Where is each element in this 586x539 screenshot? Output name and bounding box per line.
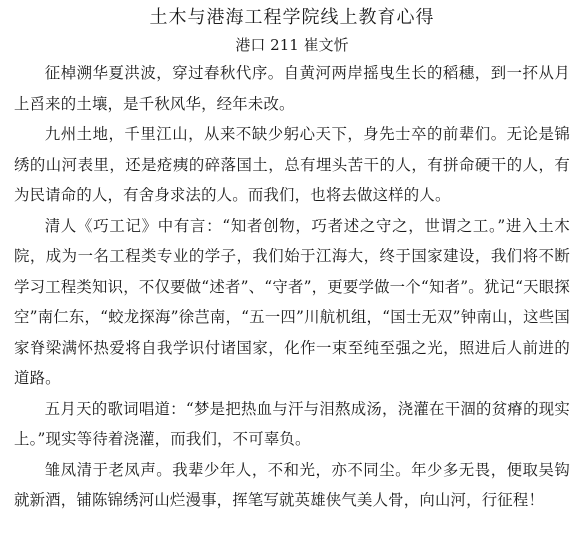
paragraph-4: 五月天的歌词唱道：“梦是把热血与汗与泪熬成汤，浇灌在干涸的贫瘠的现实上。”现实等待着浇灌，而我们，不可辜负。	[14, 399, 570, 448]
paragraph-3: 清人《巧工记》中有言：“知者创物，巧者述之守之，世谓之工。”进入土木院，成为一名工程类专业的学子，我们始于江海大，终于国家建设，我们将不断学习工程类知识，不仅要做“述者”、“守者”，更要学做一个“知者”。犹记“天眼探空”南仁东，“蛟龙探海”徐芑南，“五一四”川航机组，“国士无双”钟南山，这些国家脊梁满怀热爱将自我学识付诸国家，化作一束至纯至强之光，照进后人前进的道路。	[14, 216, 570, 387]
document-title: 土木与港海工程学院线上教育心得	[149, 7, 435, 28]
paragraph-2: 九州土地，千里江山，从来不缺少躬心天下，身先士卒的前辈们。无论是锦绣的山河表里，还是疮痍的碎落国土，总有埋头苦干的人，有拼命硬干的人，有为民请命的人，有舍身求法的人。而我们，也将去做这样的人。	[14, 125, 570, 204]
author-line: 港口 211 崔文忻	[235, 36, 349, 54]
paragraph-5: 雏凤清于老凤声。我辈少年人，不和光，亦不同尘。年少多无畏，便取吴钩就新酒，铺陈锦绣河山烂漫事，挥笔写就英雄侠气美人骨，向山河，行征程！	[14, 460, 570, 509]
paragraph-1: 征棹溯华夏洪波，穿过春秋代序。自黄河两岸摇曳生长的稻穗，到一抔从月上舀来的土壤，是千秋风华，经年未改。	[14, 64, 570, 113]
